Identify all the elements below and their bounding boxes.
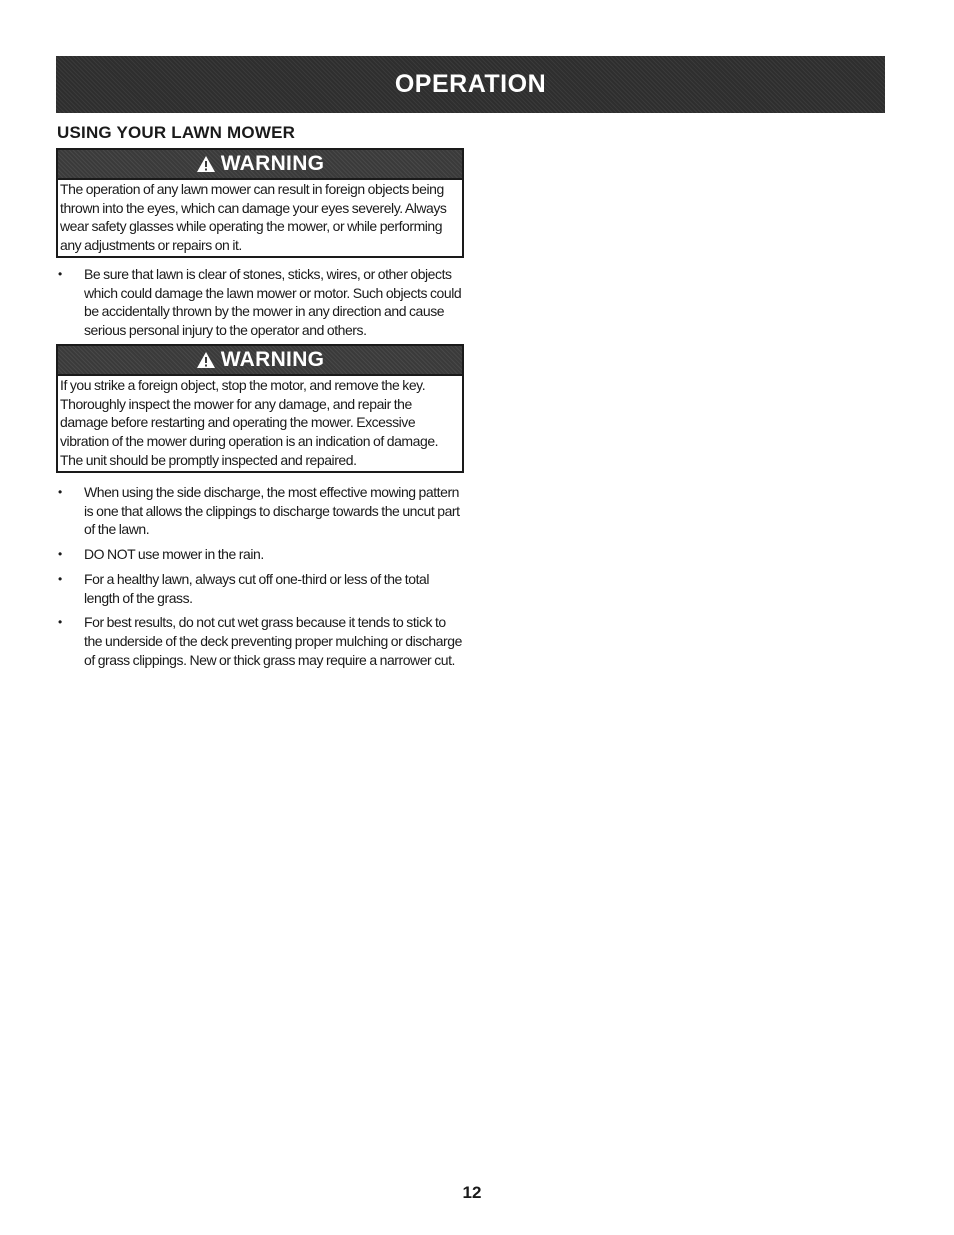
- warning-text: The operation of any lawn mower can result in foreign objects being thrown into the eyes, which can damage your eyes severely. Always wear safety glasses while operating the mower, or while performing any adjustments or repairs on it.: [60, 181, 447, 254]
- bullet-list-2: [56, 483, 466, 675]
- list-item: [56, 483, 466, 539]
- list-item: [56, 613, 466, 669]
- bullet-text: Be sure that lawn is clear of stones, sticks, wires, or other objects which could damage the lawn mower or motor. Such objects could be accidentally thrown by the mower in any direction and cause serious personal injury to the operator and others.: [84, 266, 462, 339]
- warning-label: WARNING: [220, 152, 325, 175]
- warning-text: If you strike a foreign object, stop the motor, and remove the key. Thoroughly inspect the mower for any damage, and repair the damage before restarting and operating the mower. Excessive vibration of the mower during operation is an indication of damage. The unit should be promptly inspected and repaired.: [60, 377, 439, 468]
- bullet-text: For best results, do not cut wet grass because it tends to stick to the underside of the deck preventing proper mulching or discharge of grass clippings. New or thick grass may require a narrower cut.: [84, 614, 462, 668]
- banner-title: OPERATION: [394, 70, 547, 98]
- list-item: [56, 570, 466, 607]
- bullet-text: For a healthy lawn, always cut off one-third or less of the total length of the grass.: [84, 570, 430, 606]
- section-heading: USING YOUR LAWN MOWER: [57, 123, 296, 142]
- list-item: [56, 545, 466, 564]
- warning-triangle-icon: [196, 155, 216, 173]
- warning-header: [58, 150, 462, 180]
- page-number: 12: [462, 1183, 482, 1202]
- bullet-dot-icon: •: [58, 571, 62, 586]
- operation-banner: [56, 56, 885, 113]
- list-item: [56, 265, 466, 340]
- warning-box-2: [56, 344, 464, 473]
- bullet-dot-icon: •: [58, 267, 62, 281]
- bullet-text: When using the side discharge, the most effective mowing pattern is one that allows the clippings to discharge towards the uncut part of the lawn.: [84, 484, 460, 538]
- bullet-dot-icon: •: [58, 485, 62, 499]
- bullet-list-1: [56, 265, 466, 346]
- bullet-dot-icon: •: [58, 547, 62, 562]
- bullet-dot-icon: •: [58, 615, 62, 630]
- warning-box-1: [56, 148, 464, 258]
- warning-label: WARNING: [220, 348, 325, 371]
- warning-header: [58, 346, 462, 376]
- warning-triangle-icon: [196, 351, 216, 369]
- bullet-text: DO NOT use mower in the rain.: [84, 546, 264, 563]
